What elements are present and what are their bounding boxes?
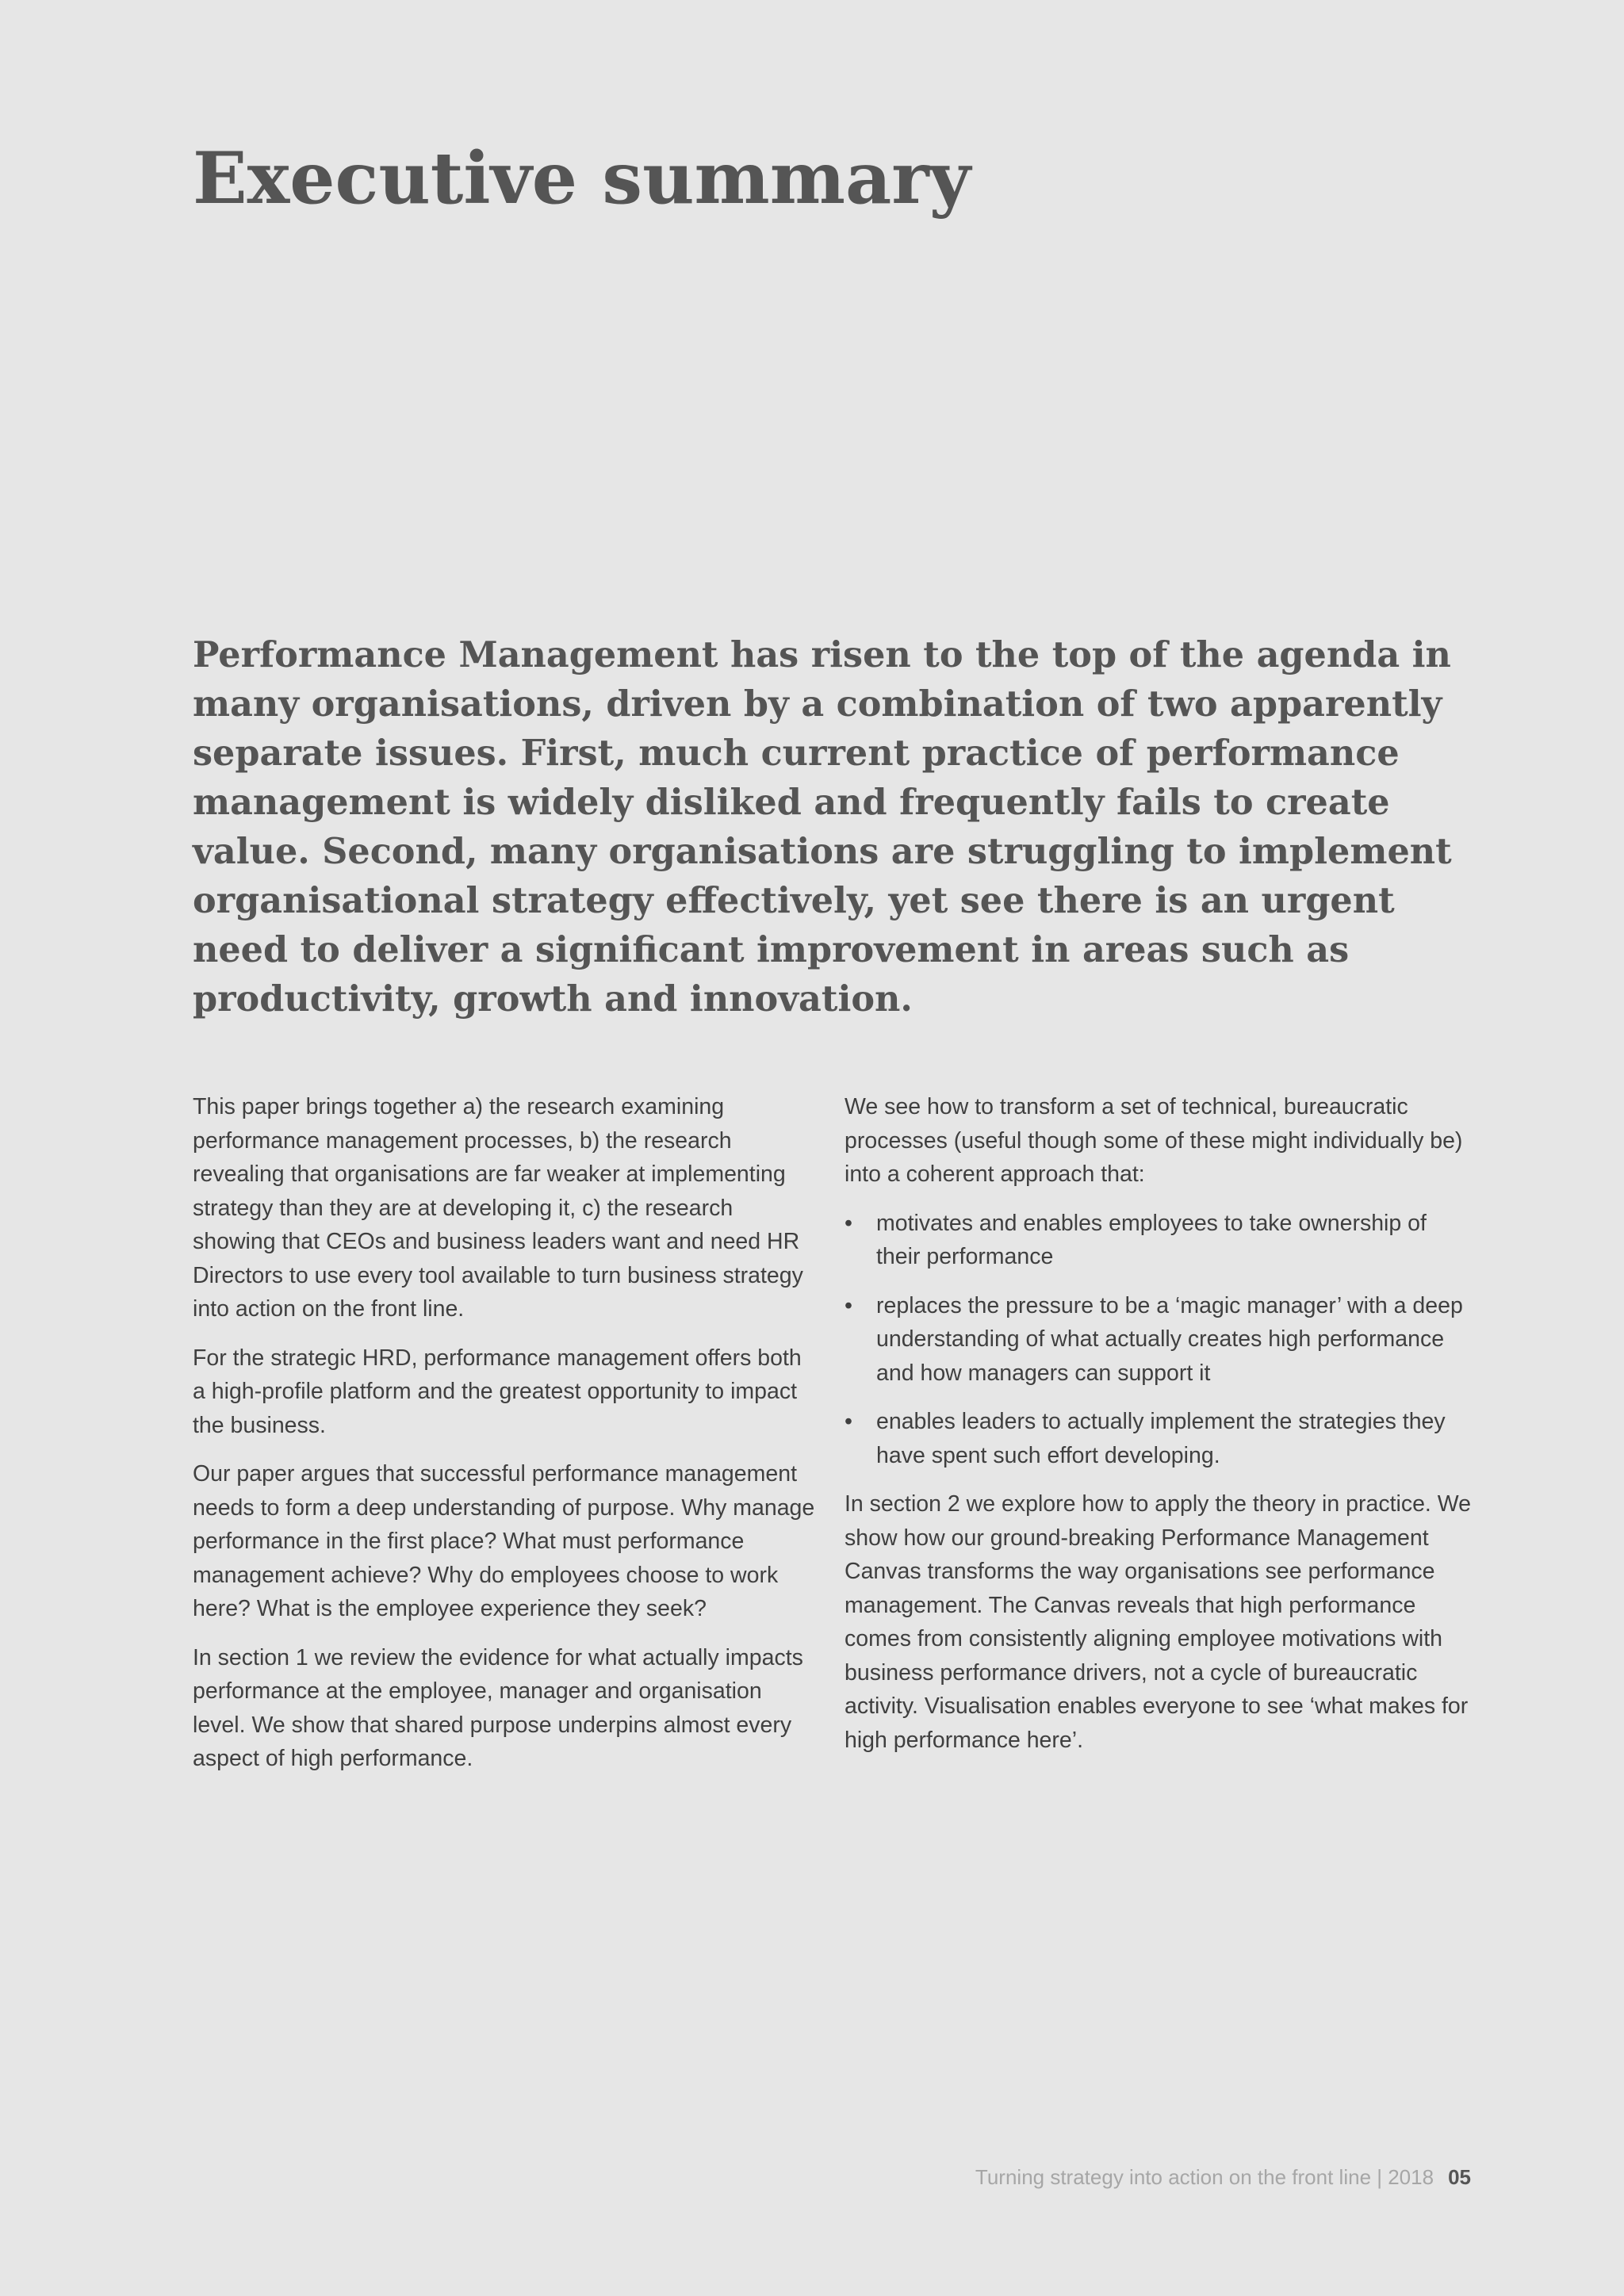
bullet-item bbox=[845, 1207, 1471, 1274]
bullet-text: motivates and enables employees to take ownership of their performance bbox=[876, 1210, 1427, 1269]
bullet-item bbox=[845, 1289, 1471, 1391]
page-title: Executive summary bbox=[193, 136, 971, 220]
page-footer bbox=[975, 2163, 1471, 2191]
bullet-icon: • bbox=[845, 1409, 852, 1434]
bullet-icon: • bbox=[845, 1292, 852, 1318]
bullet-text: enables leaders to actually implement the strategies they have spent such effort developing. bbox=[876, 1409, 1446, 1468]
footer-text: Turning strategy into action on the front line | 2018 bbox=[975, 2165, 1434, 2189]
lede-paragraph: Performance Management has risen to the top of the agenda in many organisations, driven by a combination of two apparently separate issues. First, much current practice of performance management is widely disliked and frequently fails to create value. Second, many organisations are struggling to implement organisational strategy effectively, yet see there is an urgent need to deliver a significant improvement in areas such as productivity, growth and innovation. bbox=[193, 634, 1452, 1020]
left-column bbox=[193, 1090, 819, 1791]
body-columns bbox=[193, 1090, 1471, 1791]
body-paragraph: In section 2 we explore how to apply the theory in practice. We show how our ground-breaking Performance Management Canvas transforms the way organisations see performance management. The Canvas reveals that high performance comes from consistently aligning employee motivations with business performance drivers, not a cycle of bureaucratic activity. Visualisation enables everyone to see ‘what makes for high performance here’. bbox=[845, 1491, 1471, 1753]
body-paragraph: This paper brings together a) the research examining performance management processes, b) the research revealing that organisations are far weaker at implementing strategy than they are at developing it, c) the research showing that CEOs and business leaders want and need HR Directors to use every tool available to turn business strategy into action on the front line. bbox=[193, 1094, 803, 1322]
body-paragraph: For the strategic HRD, performance management offers both a high-profile platform and the greatest opportunity to impact the business. bbox=[193, 1345, 802, 1438]
page-number: 05 bbox=[1448, 2165, 1471, 2189]
right-column bbox=[845, 1090, 1471, 1791]
body-paragraph: In section 1 we review the evidence for what actually impacts performance at the employee, manager and organisation level. We show that shared purpose underpins almost every aspect of high performance. bbox=[193, 1644, 803, 1771]
body-paragraph: Our paper argues that successful performance management needs to form a deep understanding of purpose. Why manage performance in the first place? What must performance management achieve? Why do employees choose to work here? What is the employee experience they seek? bbox=[193, 1461, 815, 1621]
bullet-text: replaces the pressure to be a ‘magic manager’ with a deep understanding of what actually creates high performance and how managers can support it bbox=[876, 1292, 1463, 1386]
bullet-list bbox=[845, 1207, 1471, 1473]
bullet-icon: • bbox=[845, 1210, 852, 1236]
body-paragraph: We see how to transform a set of technical, bureaucratic processes (useful though some of these might individually be) into a coherent approach that: bbox=[845, 1094, 1463, 1187]
bullet-item bbox=[845, 1405, 1471, 1472]
